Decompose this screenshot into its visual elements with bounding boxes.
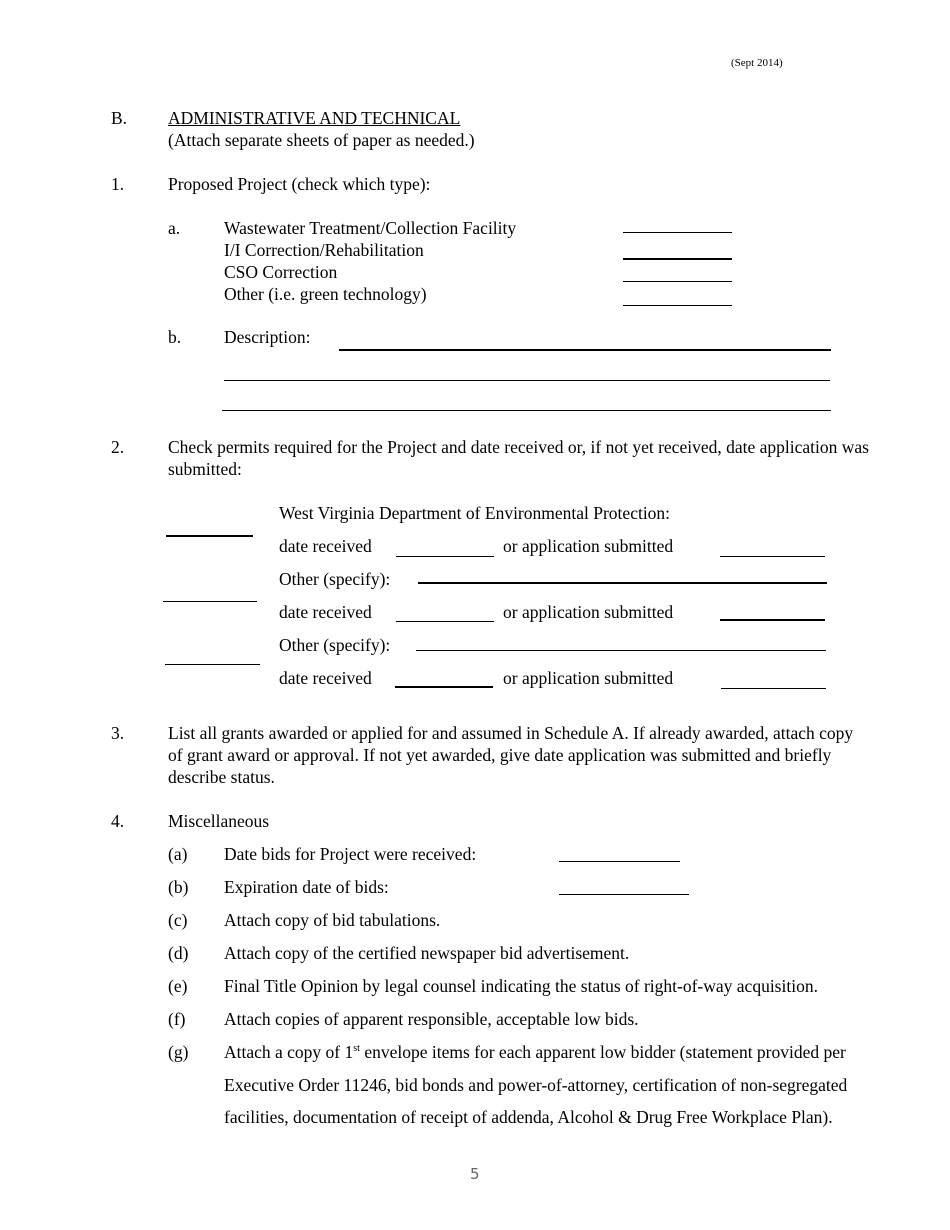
item3-text: List all grants awarded or applied for and assumed in Schedule A. If already awarded, attach copy of grant award or approval. If not yet awarded, give date application was submitted and briefly describe status.: [168, 723, 854, 787]
application-submitted-label: or application submitted: [503, 602, 674, 622]
project-type-check-blank[interactable]: [623, 232, 732, 233]
item4-number: 4.: [111, 811, 125, 831]
date-received-label: date received: [279, 602, 372, 622]
misc-item-label: (e): [168, 976, 188, 996]
revision-date: (Sept 2014): [731, 57, 783, 69]
misc-item-text: Attach copies of apparent responsible, acceptable low bids.: [224, 1009, 639, 1029]
misc-item-label: (g): [168, 1042, 189, 1062]
section-letter: B.: [111, 108, 128, 128]
misc-item-label: (b): [168, 877, 189, 897]
application-submitted-label: or application submitted: [503, 668, 674, 688]
project-type-check-blank[interactable]: [623, 281, 732, 282]
misc-item-text: Expiration date of bids:: [224, 877, 389, 897]
misc-item-label: (f): [168, 1009, 186, 1029]
permit-check-blank[interactable]: [166, 535, 253, 537]
permit-check-blank[interactable]: [165, 664, 260, 665]
item2-text: Check permits required for the Project and date received or, if not yet received, date application was submitted:: [168, 437, 869, 479]
misc-item-label: (a): [168, 844, 188, 864]
bid-expiration-date-blank[interactable]: [559, 894, 689, 895]
misc-item-text: Date bids for Project were received:: [224, 844, 477, 864]
item4-title: Miscellaneous: [168, 811, 270, 831]
wvdep-label: West Virginia Department of Environmental Protection:: [279, 503, 671, 523]
date-received-label: date received: [279, 536, 372, 556]
ordinal-suffix: st: [353, 1043, 360, 1055]
project-type-check-blank[interactable]: [623, 305, 732, 306]
page-number: 5: [470, 1165, 480, 1183]
date-received-blank[interactable]: [396, 621, 494, 622]
project-type-option: I/I Correction/Rehabilitation: [224, 240, 424, 260]
item1b-label: b.: [168, 327, 182, 347]
description-line[interactable]: [224, 380, 830, 381]
application-date-blank[interactable]: [720, 619, 825, 621]
section-title: ADMINISTRATIVE AND TECHNICAL: [168, 108, 461, 128]
misc-item-label: (d): [168, 943, 189, 963]
item2-number: 2.: [111, 437, 125, 457]
item1-number: 1.: [111, 174, 125, 194]
other-specify-label: Other (specify):: [279, 635, 391, 655]
description-line[interactable]: [339, 349, 831, 351]
misc-item-text: Attach copy of bid tabulations.: [224, 910, 441, 930]
date-received-label: date received: [279, 668, 372, 688]
date-received-blank[interactable]: [395, 686, 493, 688]
permit-check-blank[interactable]: [163, 601, 257, 602]
description-label: Description:: [224, 327, 311, 347]
misc-item-g-rest: envelope items for each apparent low bidder (statement provided per: [359, 1042, 846, 1062]
project-type-option: Wastewater Treatment/Collection Facility: [224, 218, 517, 238]
misc-item-text: Final Title Opinion by legal counsel indicating the status of right-of-way acquisition.: [224, 976, 818, 996]
item3-number: 3.: [111, 723, 125, 743]
description-line[interactable]: [222, 410, 831, 411]
other-specify-line[interactable]: [418, 582, 827, 584]
misc-item-g-line3: facilities, documentation of receipt of addenda, Alcohol & Drug Free Workplace Plan).: [224, 1107, 833, 1127]
misc-item-g-pre: Attach a copy of 1: [224, 1042, 354, 1062]
application-date-blank[interactable]: [721, 688, 826, 689]
item1a-label: a.: [168, 218, 181, 238]
misc-item-g-line1: [224, 1041, 846, 1063]
section-note: (Attach separate sheets of paper as needed.): [168, 130, 475, 150]
misc-item-label: (c): [168, 910, 188, 930]
project-type-check-blank[interactable]: [623, 258, 732, 260]
project-type-option: CSO Correction: [224, 262, 338, 282]
misc-item-text: Attach copy of the certified newspaper bid advertisement.: [224, 943, 630, 963]
bid-received-date-blank[interactable]: [559, 861, 680, 862]
project-type-option: Other (i.e. green technology): [224, 284, 427, 304]
item1-text: Proposed Project (check which type):: [168, 174, 431, 194]
application-submitted-label: or application submitted: [503, 536, 674, 556]
application-date-blank[interactable]: [720, 556, 825, 557]
date-received-blank[interactable]: [396, 556, 494, 557]
other-specify-line[interactable]: [416, 650, 826, 651]
other-specify-label: Other (specify):: [279, 569, 391, 589]
misc-item-g-line2: Executive Order 11246, bid bonds and power-of-attorney, certification of non-segregated: [224, 1075, 848, 1095]
